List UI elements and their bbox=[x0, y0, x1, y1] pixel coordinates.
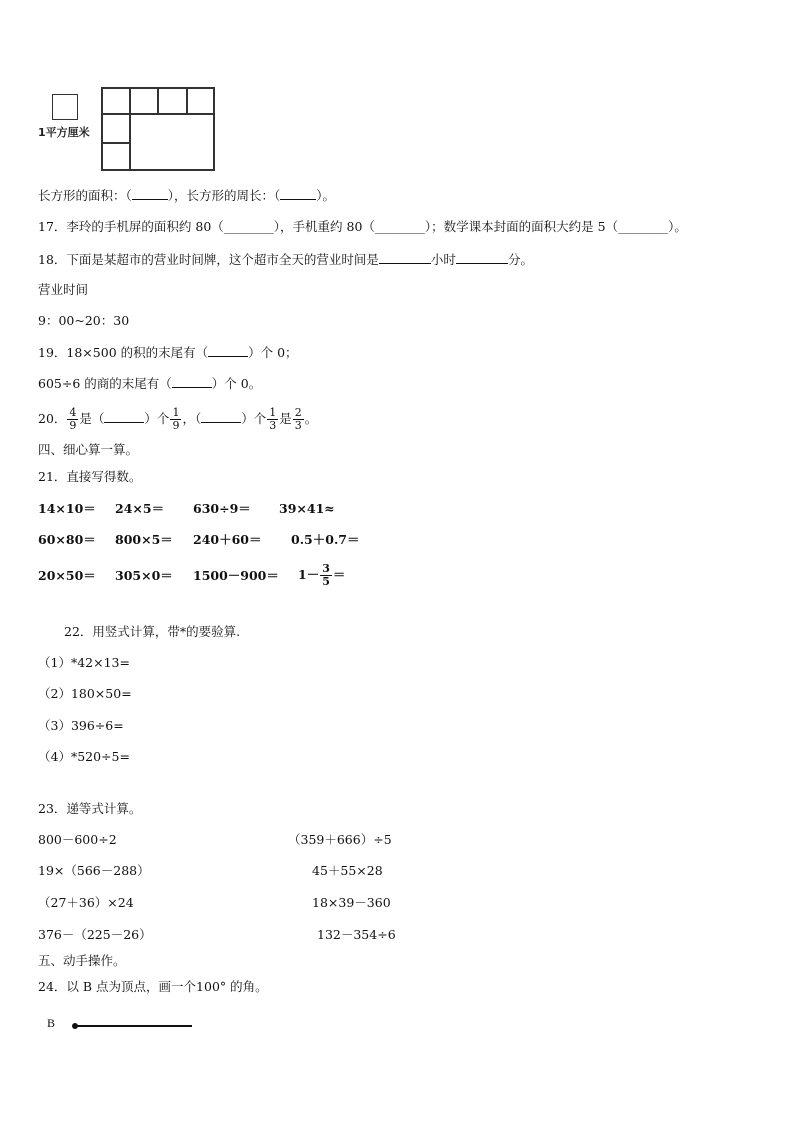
q20-line bbox=[38, 405, 317, 433]
section-4-heading: 四、细心算一算。 bbox=[38, 442, 139, 457]
q16-perimeter-blank[interactable] bbox=[280, 186, 316, 200]
q21-item: 305×0＝ bbox=[115, 568, 173, 583]
q21-item: 1500－900＝ bbox=[193, 568, 279, 583]
q19-line1-a: 19．18×500 的积的末尾有（ bbox=[38, 345, 209, 360]
q21-text: 1－ bbox=[298, 567, 320, 582]
section-5-heading: 五、动手操作。 bbox=[38, 953, 126, 968]
fraction-denominator: 9 bbox=[69, 419, 77, 432]
q19-line2-b: ）个 0。 bbox=[211, 376, 262, 391]
q21-item: 630÷9＝ bbox=[193, 501, 251, 516]
fraction-denominator: 5 bbox=[322, 575, 330, 588]
q19-blank-2[interactable] bbox=[172, 374, 212, 388]
q23-title: 23．递等式计算。 bbox=[38, 801, 142, 816]
q23-left-item: 800－600÷2 bbox=[38, 832, 117, 847]
point-b-label: B bbox=[47, 1016, 56, 1030]
q20-text: ）个 bbox=[144, 411, 170, 426]
rect-grid-line bbox=[101, 142, 129, 144]
rect-grid-line bbox=[186, 87, 188, 114]
q21-item: 240＋60＝ bbox=[193, 532, 262, 547]
rect-grid-line bbox=[129, 87, 131, 171]
q20-text: 是 bbox=[279, 411, 292, 426]
q20-text: ，（ bbox=[182, 411, 202, 426]
q21-title: 21．直接写得数。 bbox=[38, 469, 142, 484]
q22-item: （1）*42×13= bbox=[38, 655, 130, 670]
q23-left-item: 19×（566－288） bbox=[38, 863, 150, 878]
q23-right-item: 18×39－360 bbox=[312, 895, 391, 910]
q21-item: 800×5＝ bbox=[115, 532, 173, 547]
q16-text-c: ）。 bbox=[316, 188, 336, 203]
q20-prefix: 20． bbox=[38, 411, 67, 426]
q18-sign-hours: 9：00~20：30 bbox=[38, 313, 130, 328]
q23-left-item: （27＋36）×24 bbox=[38, 895, 134, 910]
fraction-numerator: 4 bbox=[69, 406, 77, 419]
q22-item: （3）396÷6= bbox=[38, 718, 124, 733]
q21-fraction bbox=[320, 563, 332, 588]
q22-item: （4）*520÷5= bbox=[38, 749, 130, 764]
q22-item: （2）180×50= bbox=[38, 686, 132, 701]
unit-square-figure bbox=[52, 94, 78, 120]
q21-text: ＝ bbox=[332, 567, 346, 582]
q17-text: 17．李玲的手机屏的面积约 80（________），手机重约 80（________）；数学课本封面的面积大约是 5（________）。 bbox=[38, 219, 687, 234]
q21-item: 24×5＝ bbox=[115, 501, 165, 516]
q18-text-b: 小时 bbox=[430, 252, 456, 267]
q19-line-2 bbox=[38, 374, 261, 392]
q20-text: 是（ bbox=[79, 411, 105, 426]
q18-text-c: 分。 bbox=[507, 252, 533, 267]
q19-line1-b: ）个 0； bbox=[248, 345, 298, 360]
q20-text: ）个 bbox=[241, 411, 267, 426]
q18-line bbox=[38, 250, 533, 268]
rect-grid-line bbox=[157, 87, 159, 114]
q18-minutes-blank[interactable] bbox=[456, 250, 508, 264]
q19-line-1 bbox=[38, 343, 298, 361]
q22-title: 22．用竖式计算，带*的要验算. bbox=[64, 624, 241, 639]
q20-blank-2[interactable] bbox=[201, 409, 241, 423]
q16-text-a: 长方形的面积：（ bbox=[38, 188, 132, 203]
q21-item-fraction bbox=[298, 560, 345, 590]
q21-item: 14×10＝ bbox=[38, 501, 96, 516]
q21-item: 0.5＋0.7＝ bbox=[291, 532, 360, 547]
q23-right-item: 45＋55×28 bbox=[312, 863, 383, 878]
q16-line bbox=[38, 186, 335, 204]
q18-text-a: 18．下面是某超市的营业时间牌，这个超市全天的营业时间是 bbox=[38, 252, 379, 267]
q23-right-item: （359＋666）÷5 bbox=[288, 832, 392, 847]
fraction-numerator: 1 bbox=[269, 406, 277, 419]
fraction-denominator: 9 bbox=[172, 419, 180, 432]
q16-text-b: ），长方形的周长：（ bbox=[167, 188, 281, 203]
fraction-numerator: 3 bbox=[322, 562, 330, 575]
q20-text: 。 bbox=[304, 411, 318, 426]
fraction-denominator: 3 bbox=[294, 419, 302, 432]
q21-item: 39×41≈ bbox=[279, 501, 335, 516]
q23-left-item: 376－（225－26） bbox=[38, 927, 152, 942]
q20-fraction-3 bbox=[267, 407, 278, 432]
q20-fraction-1 bbox=[67, 407, 78, 432]
fraction-denominator: 3 bbox=[269, 419, 277, 432]
q19-blank-1[interactable] bbox=[208, 343, 248, 357]
ray-line bbox=[75, 1025, 192, 1027]
q21-item: 20×50＝ bbox=[38, 568, 96, 583]
q18-hours-blank[interactable] bbox=[379, 250, 431, 264]
q20-fraction-4 bbox=[293, 407, 304, 432]
q16-area-blank[interactable] bbox=[132, 186, 168, 200]
unit-square-label: 1平方厘米 bbox=[38, 126, 90, 139]
q21-item: 60×80＝ bbox=[38, 532, 96, 547]
q23-right-item: 132－354÷6 bbox=[317, 927, 396, 942]
q19-line2-a: 605÷6 的商的末尾有（ bbox=[38, 376, 172, 391]
fraction-numerator: 1 bbox=[172, 406, 180, 419]
q24-text: 24．以 B 点为顶点，画一个100° 的角。 bbox=[38, 979, 268, 994]
q18-sign-title: 营业时间 bbox=[38, 282, 89, 297]
q20-fraction-2 bbox=[170, 407, 181, 432]
q20-blank-1[interactable] bbox=[104, 409, 144, 423]
fraction-numerator: 2 bbox=[294, 406, 302, 419]
